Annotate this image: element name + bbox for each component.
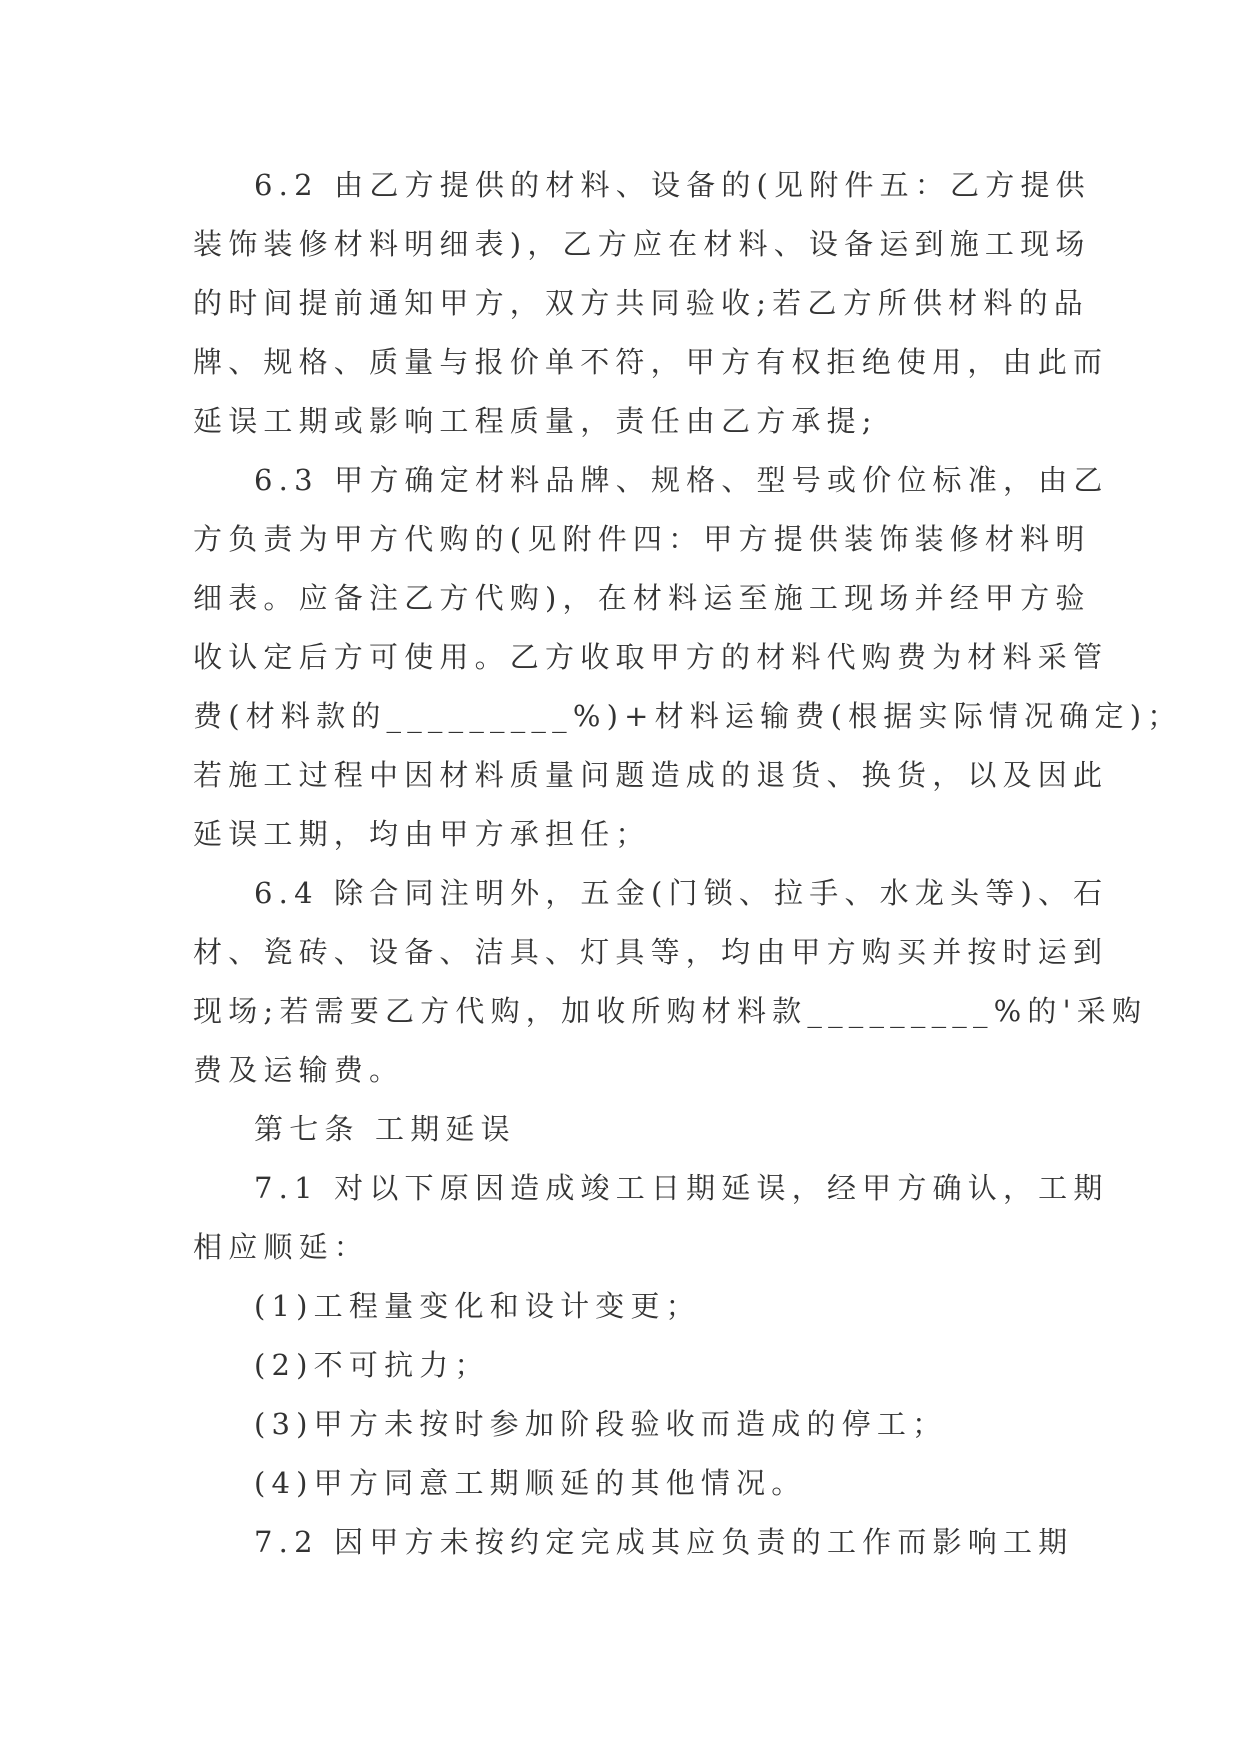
clause-6-3-line-3: 细表。应备注乙方代购)，在材料运至施工现场并经甲方验: [193, 581, 1091, 615]
article-7-heading: 第七条 工期延误: [254, 1112, 516, 1146]
clause-6-2-line-3: 的时间提前通知甲方，双方共同验收;若乙方所供材料的品: [193, 286, 1089, 320]
list-item-1: (1)工程量变化和设计变更；: [254, 1289, 701, 1323]
clause-6-2-line-5: 延误工期或影响工程质量，责任由乙方承提;: [193, 404, 878, 438]
clause-7-2-line-1: 7.2 因甲方未按约定完成其应负责的工作而影响工期: [254, 1525, 1074, 1559]
clause-6-3-line-1: 6.3 甲方确定材料品牌、规格、型号或价位标准，由乙: [254, 463, 1109, 497]
clause-6-4-line-2: 材、瓷砖、设备、洁具、灯具等，均由甲方购买并按时运到: [193, 935, 1109, 969]
clause-6-4-line-3: 现场;若需要乙方代购，加收所购材料款_________%的'采购: [193, 994, 1148, 1028]
clause-7-1-line-2: 相应顺延：: [193, 1230, 370, 1264]
clause-7-1-line-1: 7.1 对以下原因造成竣工日期延误，经甲方确认，工期: [254, 1171, 1109, 1205]
list-item-4: (4)甲方同意工期顺延的其他情况。: [254, 1466, 807, 1500]
clause-6-2-line-4: 牌、规格、质量与报价单不符，甲方有权拒绝使用，由此而: [193, 345, 1109, 379]
clause-6-3-line-6: 若施工过程中因材料质量问题造成的退货、换货，以及因此: [193, 758, 1109, 792]
clause-6-2-line-1: 6.2 由乙方提供的材料、设备的(见附件五：乙方提供: [254, 168, 1091, 202]
clause-6-3-line-7: 延误工期，均由甲方承担任；: [193, 817, 651, 851]
clause-6-3-line-4: 收认定后方可使用。乙方收取甲方的材料代购费为材料采管: [193, 640, 1109, 674]
clause-6-3-line-5: 费(材料款的_________%)+材料运输费(根据实际情况确定)；: [193, 699, 1183, 733]
clause-6-4-line-4: 费及运输费。: [193, 1053, 405, 1087]
list-item-3: (3)甲方未按时参加阶段验收而造成的停工；: [254, 1407, 948, 1441]
clause-6-2-line-2: 装饰装修材料明细表)，乙方应在材料、设备运到施工现场: [193, 227, 1091, 261]
clause-6-4-line-1: 6.4 除合同注明外，五金(门锁、拉手、水龙头等)、石: [254, 876, 1109, 910]
clause-6-3-line-2: 方负责为甲方代购的(见附件四：甲方提供装饰装修材料明: [193, 522, 1091, 556]
list-item-2: (2)不可抗力；: [254, 1348, 490, 1382]
